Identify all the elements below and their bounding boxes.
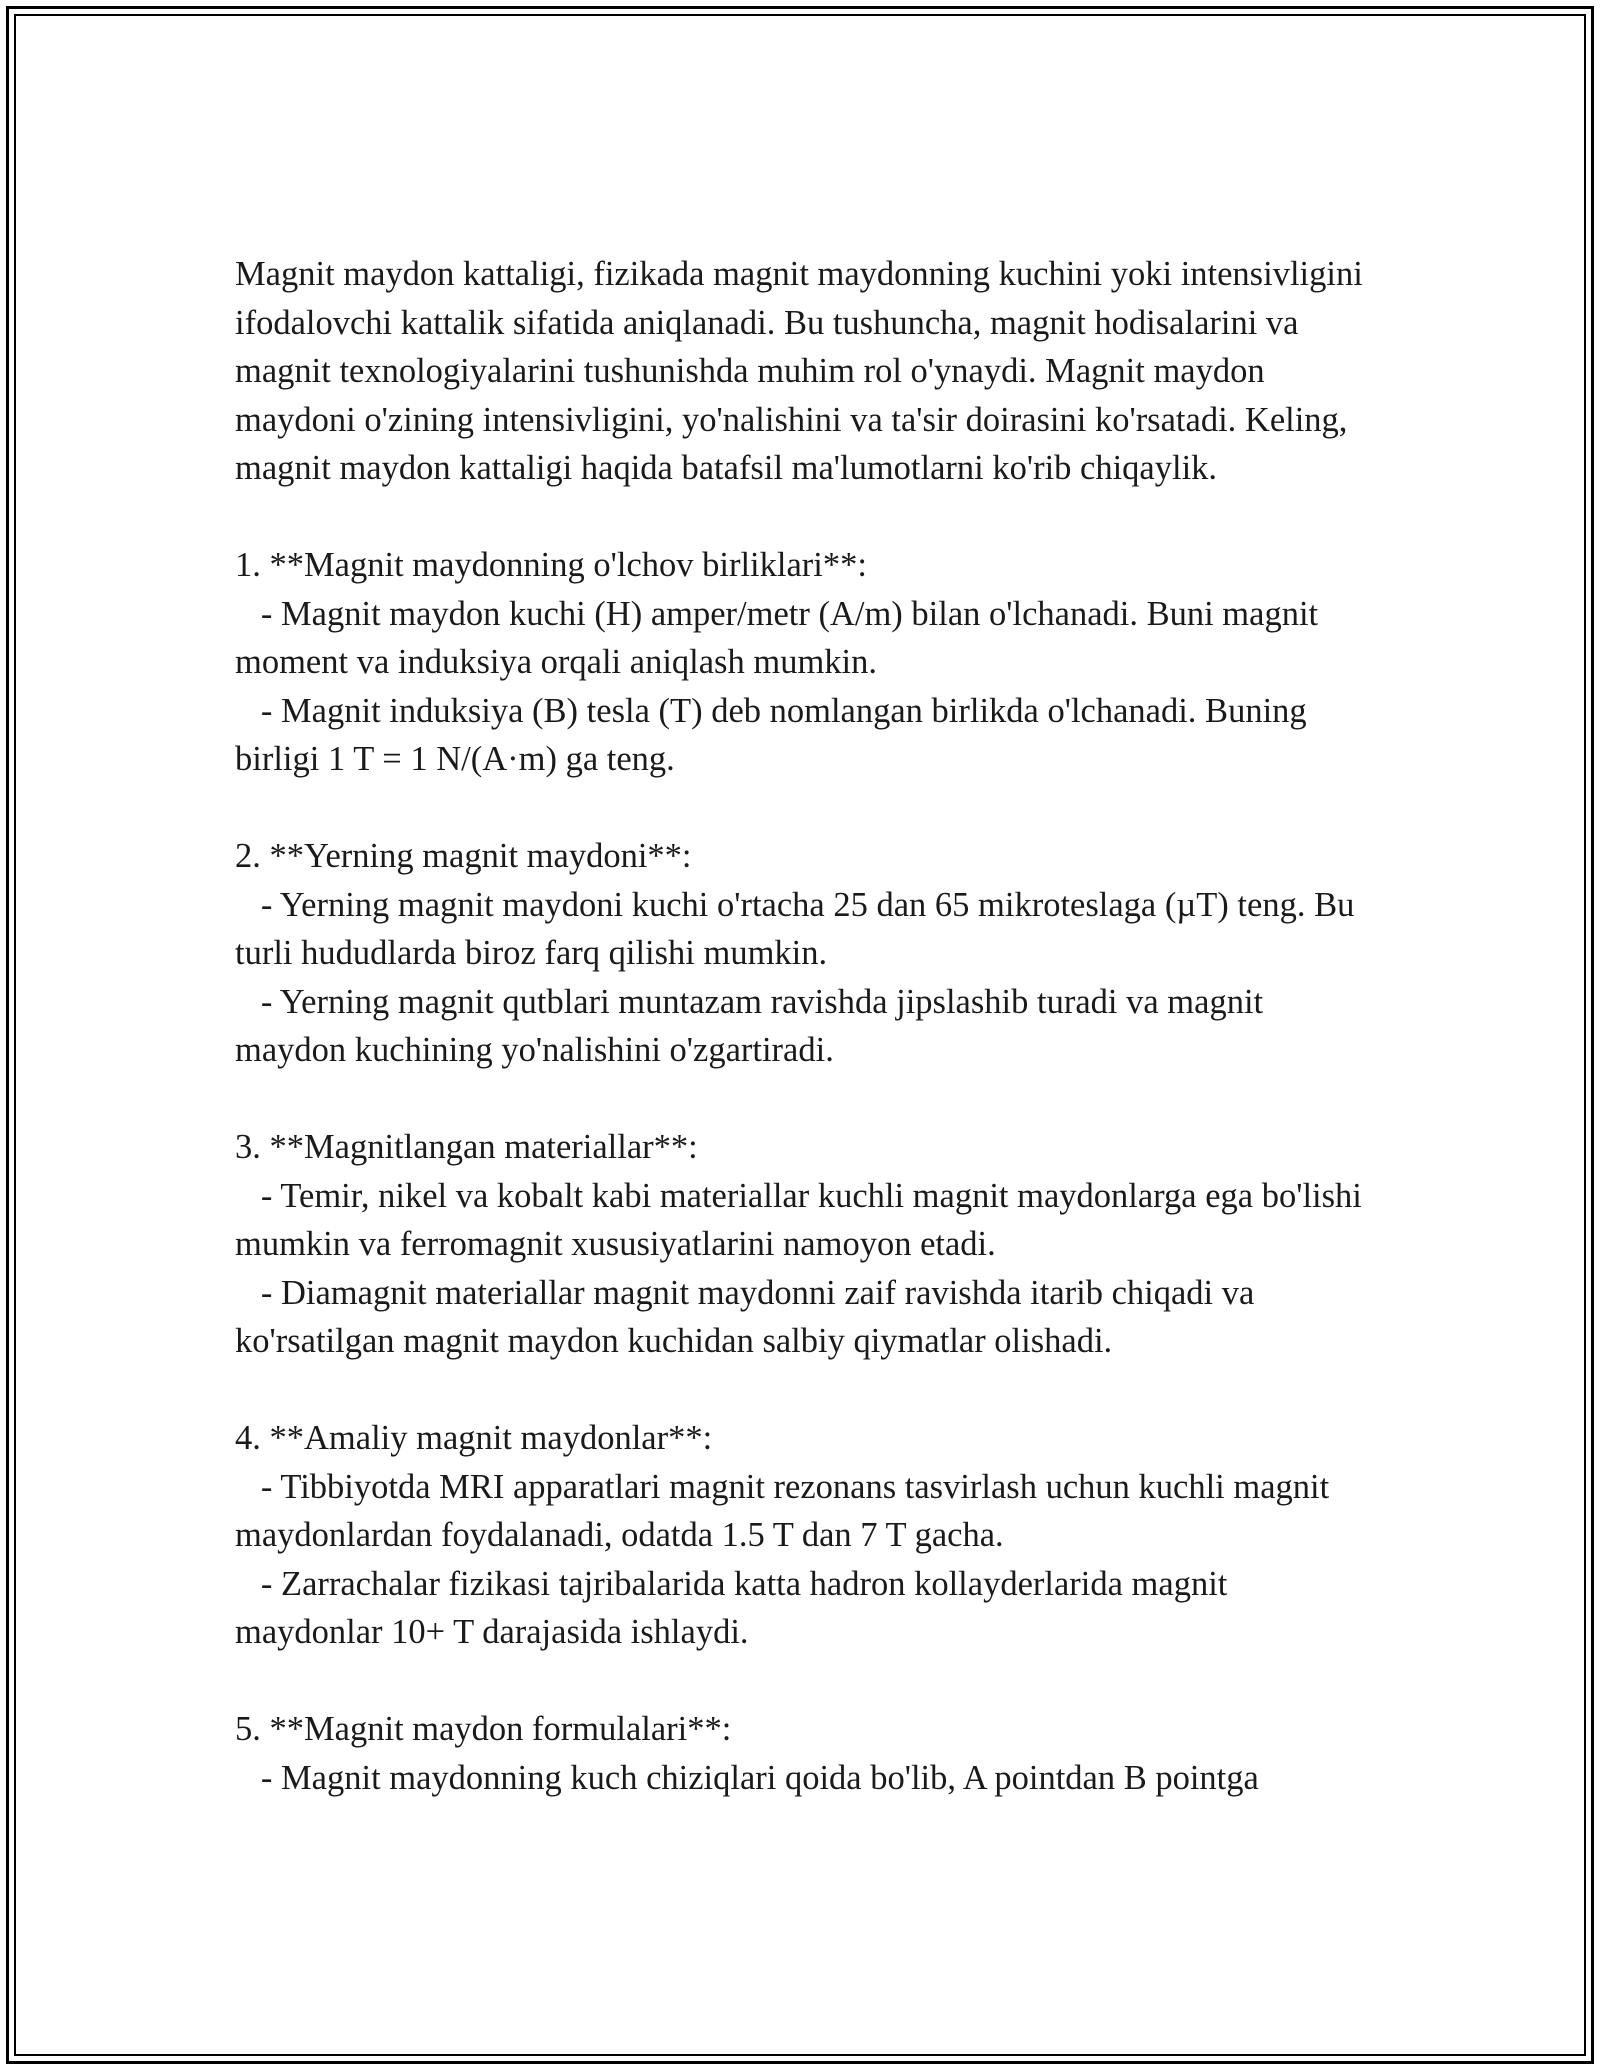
section-2-heading: 2. **Yerning magnit maydoni**: (235, 837, 692, 875)
section-4-item-1: - Tibbiyotda MRI apparatlari magnit rezonans tasvirlash uchun kuchli magnit maydonlardan foydalanadi, odatda 1.5 T dan 7 T gacha. (235, 1467, 1338, 1554)
section-3-item-1: - Temir, nikel va kobalt kabi materiallar kuchli magnit maydonlarga ega bo'lishi mumkin va ferromagnit xususiyatlarini namoyon etadi. (235, 1176, 1371, 1263)
spacer (235, 1657, 1375, 1706)
section-2-item-2: - Yerning magnit qutblari muntazam ravishda jipslashib turadi va magnit maydon kuchining yo'nalishini o'zgartiradi. (235, 982, 1272, 1069)
section-4-heading: 4. **Amaliy magnit maydonlar**: (235, 1419, 713, 1457)
spacer (235, 1366, 1375, 1415)
section-2-item-1: - Yerning magnit maydoni kuchi o'rtacha 25 dan 65 mikroteslaga (µT) teng. Bu turli hududlarda biroz farq qilishi mumkin. (235, 885, 1363, 972)
spacer (235, 493, 1375, 542)
spacer (235, 1075, 1375, 1124)
section-4-item-2: - Zarrachalar fizikasi tajribalarida katta hadron kollayderlarida magnit maydonlar 10+ T darajasida ishlaydi. (235, 1564, 1236, 1651)
section-1-item-1: - Magnit maydon kuchi (H) amper/metr (A/m) bilan o'lchanadi. Buni magnit moment va induksiya orqali aniqlash mumkin. (235, 594, 1327, 681)
document-body (235, 250, 1375, 1802)
section-5-item-1: - Magnit maydonning kuch chiziqlari qoida bo'lib, A pointdan B pointga (235, 1758, 1259, 1797)
spacer (235, 784, 1375, 833)
section-3-item-2: - Diamagnit materiallar magnit maydonni zaif ravishda itarib chiqadi va ko'rsatilgan magnit maydon kuchidan salbiy qiymatlar olishadi. (235, 1273, 1263, 1360)
intro-paragraph: Magnit maydon kattaligi, fizikada magnit maydonning kuchini yoki intensivligini ifodalovchi kattalik sifatida aniqlanadi. Bu tushuncha, magnit hodisalarini va magnit texnologiyalarini tushunishda muhim rol o'ynaydi. Magnit maydon maydoni o'zining intensivligini, yo'nalishini va ta'sir doirasini ko'rsatadi. Keling, magnit maydon kattaligi haqida batafsil ma'lumotlarni ko'rib chiqaylik. (235, 255, 1372, 487)
section-5-heading: 5. **Magnit maydon formulalari**: (235, 1710, 732, 1748)
section-1-heading: 1. **Magnit maydonning o'lchov birliklari**: (235, 546, 867, 584)
section-1-item-2: - Magnit induksiya (B) tesla (T) deb nomlangan birlikda o'lchanadi. Buning birligi 1 T = 1 N/(A·m) ga teng. (235, 691, 1316, 778)
section-3-heading: 3. **Magnitlangan materiallar**: (235, 1128, 698, 1166)
